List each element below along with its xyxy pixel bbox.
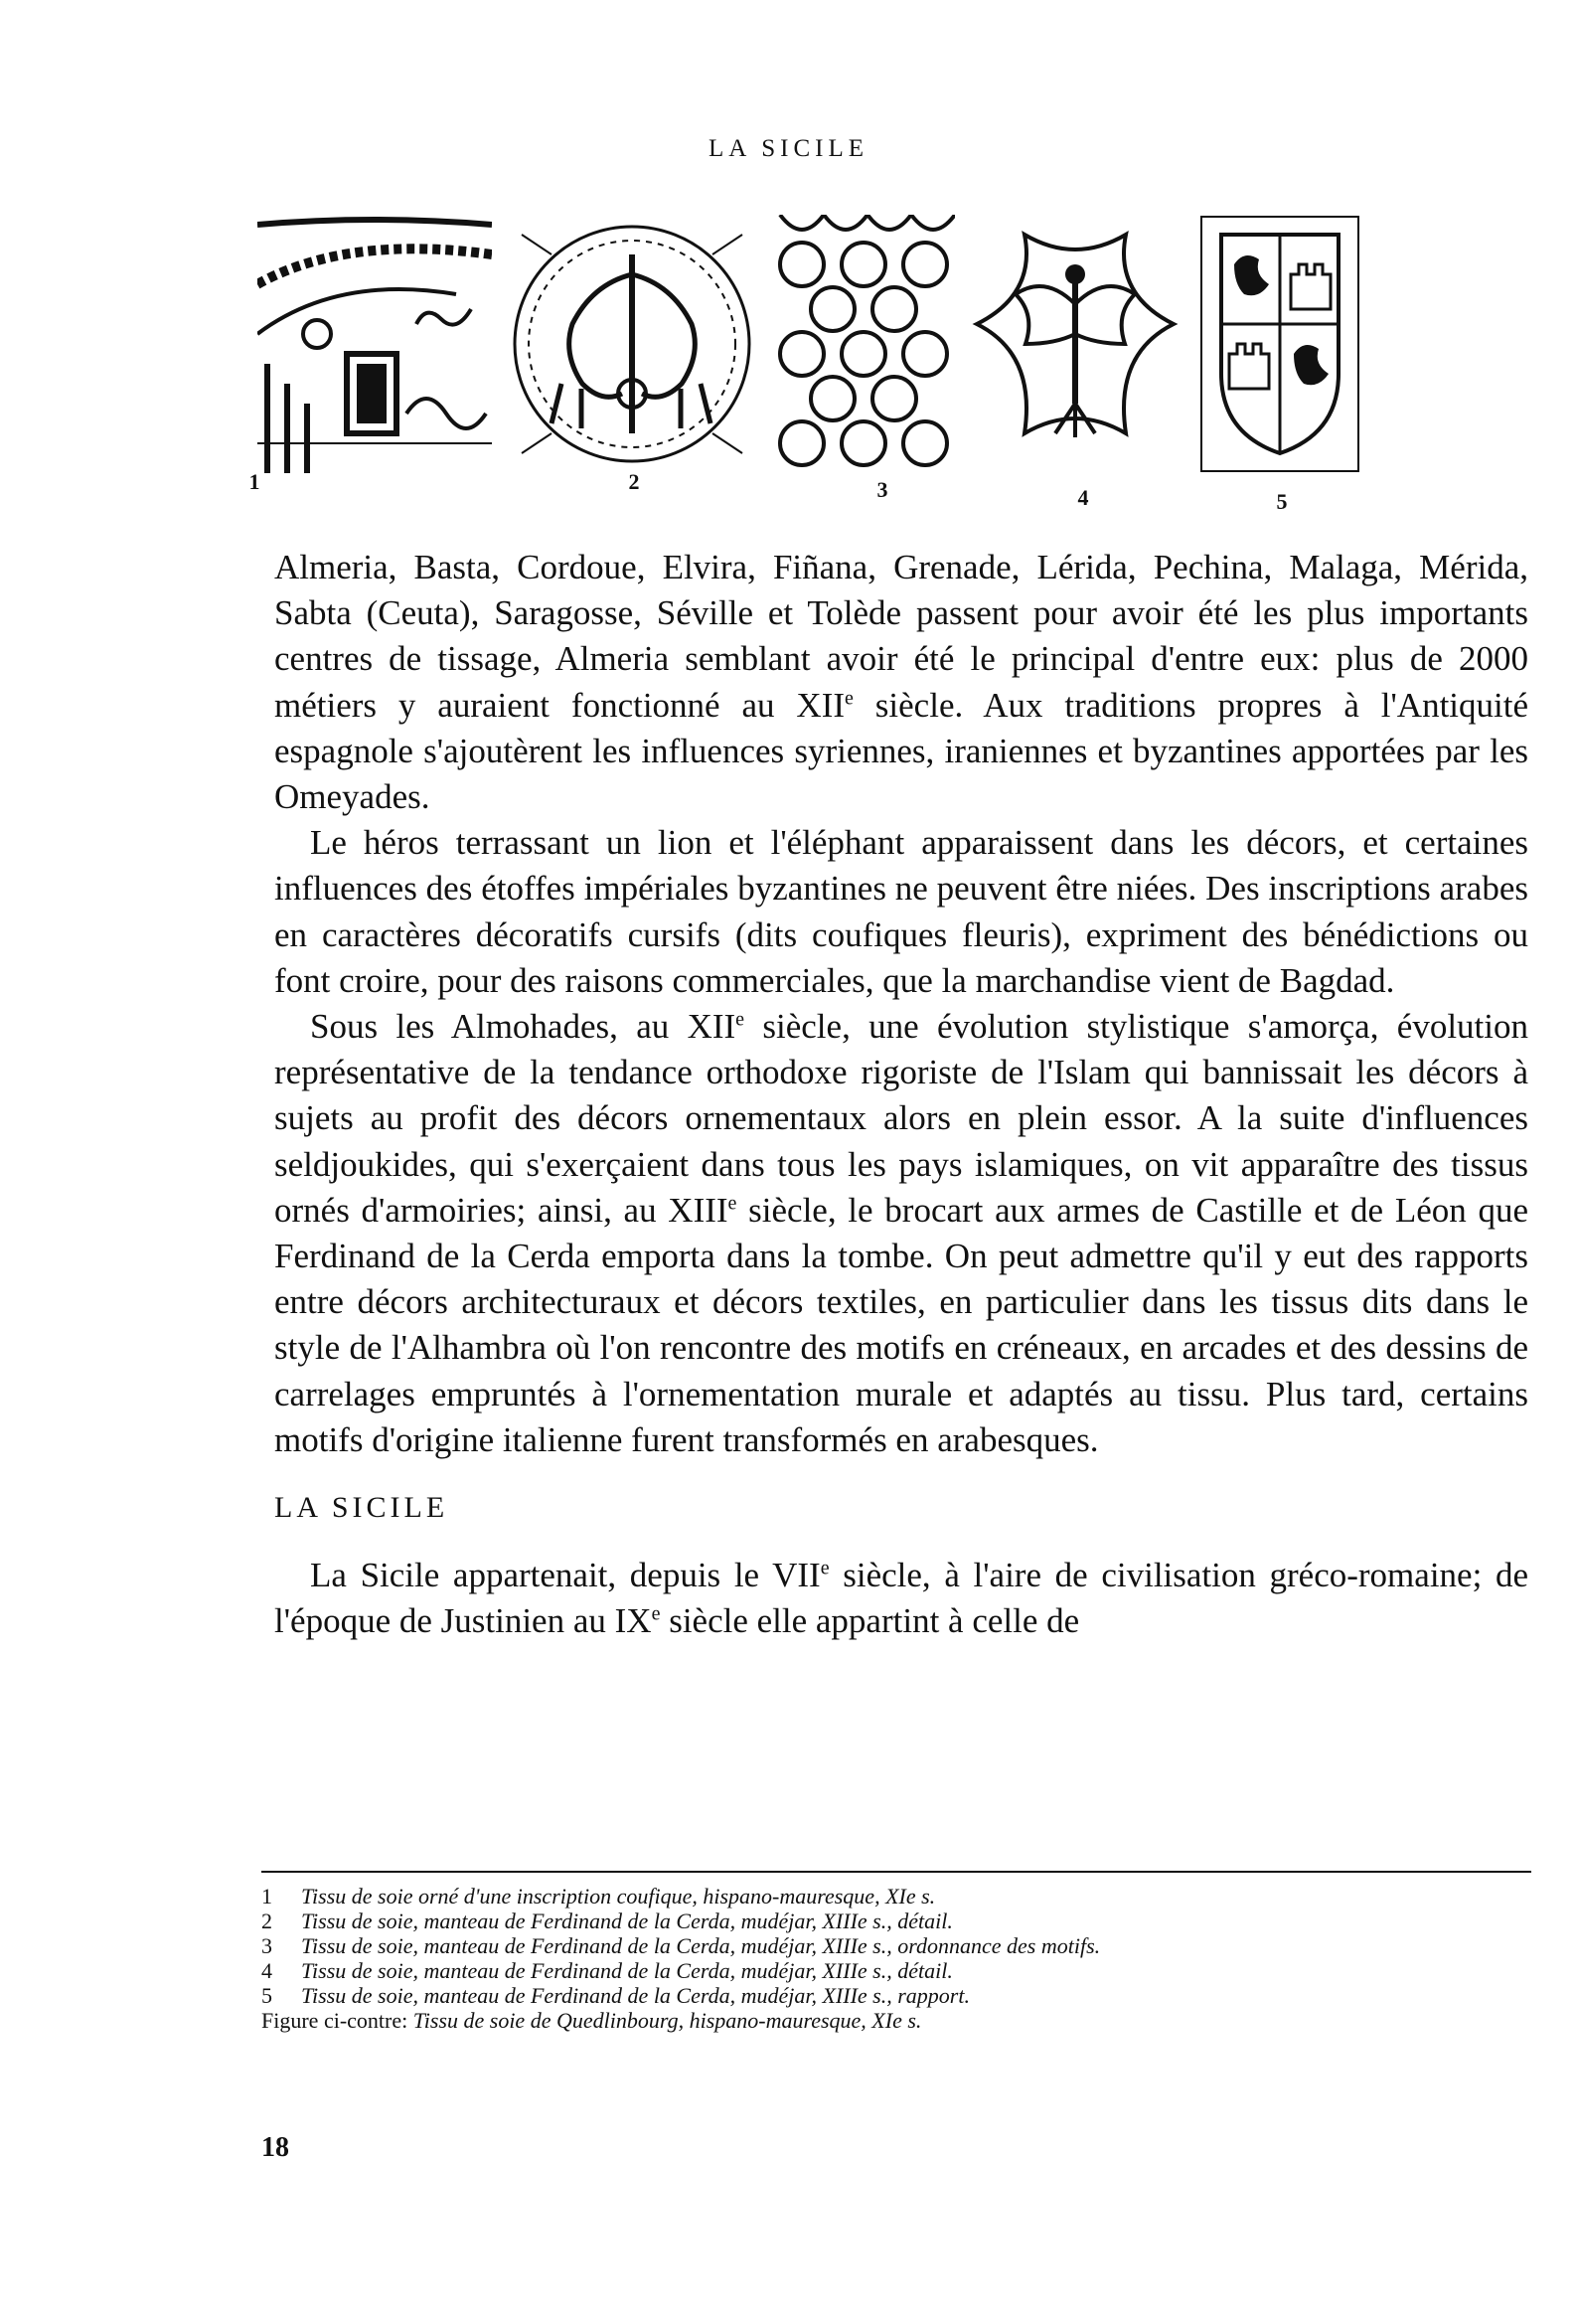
footnote: 2 Tissu de soie, manteau de Ferdinand de la Cerda, mudéjar, XIIIe s., détail. (261, 1909, 953, 1933)
eagle-octagon-icon (965, 215, 1185, 473)
figure-number: 4 (1077, 485, 1089, 510)
caption-label: Figure ci-contre: (261, 2008, 408, 2033)
paragraph: Sous les Almohades, au XIIe siècle, une évolution stylistique s'amorça, évolution représentative de la tendance orthodoxe rigoriste de l'Islam qui bannissait les décors à sujets au profit des décors ornementaux alors en plein essor. A la suite d'influences seldjoukides, qui s'exerçaient dans tous les pays islamiques, on vit apparaître des tissus ornés d'armoiries; ainsi, au XIIIe siècle, le brocart aux armes de Castille et de Léon que Ferdinand de la Cerda emporta dans la tombe. On peut admettre qu'il y eut des rapports entre décors architecturaux et décors textiles, en particulier dans les tissus dits dans le style de l'Alhambra où l'on rencontre des motifs en créneaux, en arcades et des dessins de carrelages empruntés à l'ornementation murale et adaptés au tissu. Plus tard, certains motifs d'origine italienne furent transformés en arabesques. (274, 1007, 1528, 1459)
figure-number: 1 (248, 469, 260, 494)
running-head: LA SICILE (709, 135, 868, 162)
footnote: 1 Tissu de soie orné d'une inscription coufique, hispano-mauresque, XIe s. (261, 1884, 936, 1909)
circle-pattern-icon (772, 215, 955, 473)
caption-text: Tissu de soie de Quedlinbourg, hispano-mauresque, XIe s. (412, 2008, 922, 2033)
paragraph: La Sicile appartenait, depuis le VIIe siècle, à l'aire de civilisation gréco-romaine; de l'époque de Justinien au IXe siècle elle appartint à celle de (274, 1556, 1528, 1641)
footnote: 4 Tissu de soie, manteau de Ferdinand de la Cerda, mudéjar, XIIIe s., détail. (261, 1958, 953, 1983)
medallion-lions-icon (502, 215, 762, 473)
figure-strip (248, 215, 1539, 514)
footnote: 5 Tissu de soie, manteau de Ferdinand de la Cerda, mudéjar, XIIIe s., rapport. (261, 1983, 970, 2008)
footnotes (261, 1884, 1531, 2033)
paragraph: Almeria, Basta, Cordoue, Elvira, Fiñana, Grenade, Lérida, Pechina, Malaga, Mérida, Sabta (Ceuta), Saragosse, Séville et Tolède passent pour avoir été les plus importants centres de tissage, Almeria semblant avoir été le principal d'entre eux: plus de 2000 métiers y auraient fonctionné au XIIe siècle. Aux traditions propres à l'Antiquité espagnole s'ajoutèrent les influences syriennes, iraniennes et byzantines apportées par les Omeyades. (274, 548, 1528, 817)
body-text (274, 545, 1528, 1645)
figure-number: 5 (1276, 489, 1288, 514)
footnote-divider (261, 1871, 1531, 1873)
footnote: 3 Tissu de soie, manteau de Ferdinand de la Cerda, mudéjar, XIIIe s., ordonnance des motifs. (261, 1933, 1101, 1958)
figure-number: 2 (628, 469, 640, 494)
page-number: 18 (261, 2132, 289, 2163)
section-heading: LA SICILE (274, 1491, 449, 1525)
inscription-fabric-icon (257, 215, 492, 473)
coat-of-arms-icon (1199, 215, 1360, 473)
figure-number: 3 (876, 477, 888, 502)
paragraph: Le héros terrassant un lion et l'éléphant apparaissent dans les décors, et certaines influences des étoffes impériales byzantines ne peuvent être niées. Des inscriptions arabes en caractères décoratifs cursifs (dits coufiques fleuris), expriment des bénédictions ou font croire, pour des raisons commerciales, que la marchandise vient de Bagdad. (274, 823, 1528, 1000)
figure-caption (261, 2008, 1531, 2033)
